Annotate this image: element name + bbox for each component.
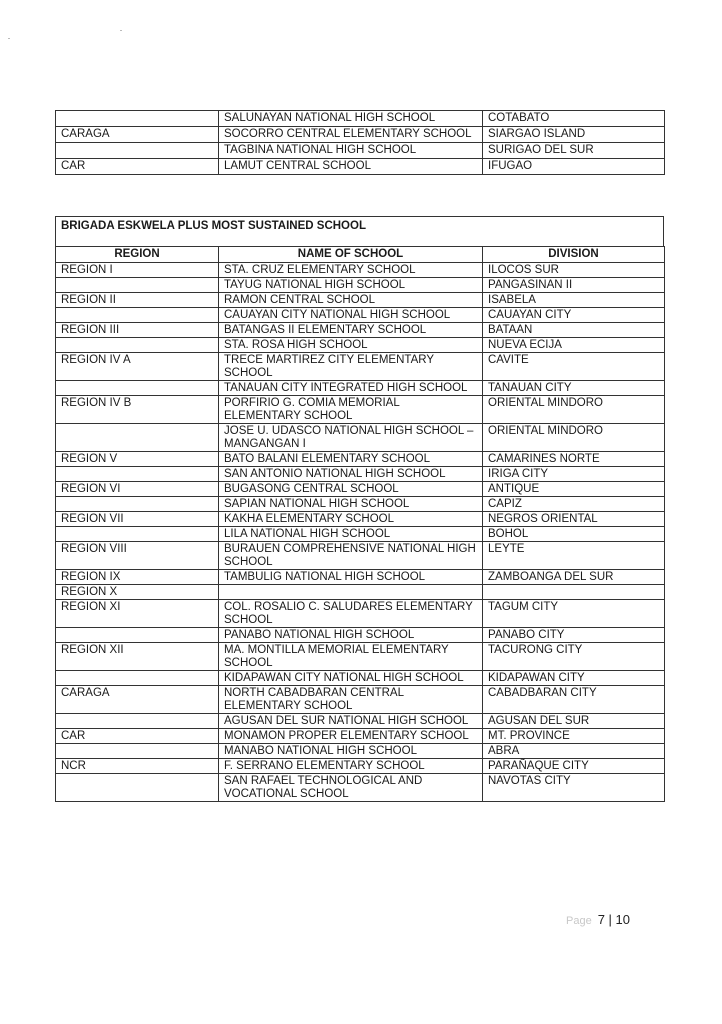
cell-region bbox=[56, 774, 219, 802]
cell-division: TANAUAN CITY bbox=[483, 381, 665, 396]
cell-school: JOSE U. UDASCO NATIONAL HIGH SCHOOL – MANGANGAN I bbox=[219, 424, 483, 452]
cell-region bbox=[56, 628, 219, 643]
cell-division: MT. PROVINCE bbox=[483, 729, 665, 744]
cell-school: STA. CRUZ ELEMENTARY SCHOOL bbox=[219, 263, 483, 278]
table-row bbox=[56, 714, 665, 729]
header-division: DIVISION bbox=[483, 247, 665, 263]
cell-region: REGION IV A bbox=[56, 353, 219, 381]
cell-school: NORTH CABADBARAN CENTRAL ELEMENTARY SCHOOL bbox=[219, 686, 483, 714]
cell-division: ZAMBOANGA DEL SUR bbox=[483, 570, 665, 585]
table-row bbox=[56, 467, 665, 482]
table-row bbox=[56, 671, 665, 686]
cell-region: REGION X bbox=[56, 585, 219, 600]
cell-region: REGION XII bbox=[56, 643, 219, 671]
cell-school: TAYUG NATIONAL HIGH SCHOOL bbox=[219, 278, 483, 293]
cell-division: LEYTE bbox=[483, 542, 665, 570]
cell-division: SIARGAO ISLAND bbox=[483, 127, 665, 143]
cell-region bbox=[56, 278, 219, 293]
cell-region: REGION IV B bbox=[56, 396, 219, 424]
cell-division: ORIENTAL MINDORO bbox=[483, 396, 665, 424]
cell-region bbox=[56, 714, 219, 729]
table-row bbox=[56, 628, 665, 643]
cell-region: REGION III bbox=[56, 323, 219, 338]
cell-division: TAGUM CITY bbox=[483, 600, 665, 628]
section-title: BRIGADA ESKWELA PLUS MOST SUSTAINED SCHOOL bbox=[55, 216, 664, 246]
cell-school: BATANGAS II ELEMENTARY SCHOOL bbox=[219, 323, 483, 338]
cell-region bbox=[56, 467, 219, 482]
cell-school: SAN ANTONIO NATIONAL HIGH SCHOOL bbox=[219, 467, 483, 482]
cell-school: STA. ROSA HIGH SCHOOL bbox=[219, 338, 483, 353]
cell-school: BATO BALANI ELEMENTARY SCHOOL bbox=[219, 452, 483, 467]
cell-school: TRECE MARTIREZ CITY ELEMENTARY SCHOOL bbox=[219, 353, 483, 381]
table-row bbox=[56, 424, 665, 452]
scan-speck bbox=[8, 38, 10, 39]
table-row bbox=[56, 744, 665, 759]
table-row bbox=[56, 353, 665, 381]
table-row bbox=[56, 159, 665, 175]
cell-school: TAMBULIG NATIONAL HIGH SCHOOL bbox=[219, 570, 483, 585]
cell-region: REGION IX bbox=[56, 570, 219, 585]
cell-division: IFUGAO bbox=[483, 159, 665, 175]
table-row bbox=[56, 527, 665, 542]
table-row bbox=[56, 293, 665, 308]
table-row bbox=[56, 452, 665, 467]
cell-school: KAKHA ELEMENTARY SCHOOL bbox=[219, 512, 483, 527]
cell-region: CARAGA bbox=[56, 686, 219, 714]
cell-school: LILA NATIONAL HIGH SCHOOL bbox=[219, 527, 483, 542]
table-row bbox=[56, 278, 665, 293]
cell-region: REGION VI bbox=[56, 482, 219, 497]
cell-division: ANTIQUE bbox=[483, 482, 665, 497]
cell-division: COTABATO bbox=[483, 111, 665, 127]
cell-region: CARAGA bbox=[56, 127, 219, 143]
cell-school: BUGASONG CENTRAL SCHOOL bbox=[219, 482, 483, 497]
cell-region: REGION XI bbox=[56, 600, 219, 628]
cell-division: NAVOTAS CITY bbox=[483, 774, 665, 802]
scan-speck bbox=[120, 30, 122, 31]
cell-division: CAVITE bbox=[483, 353, 665, 381]
cell-school: KIDAPAWAN CITY NATIONAL HIGH SCHOOL bbox=[219, 671, 483, 686]
cell-division: CAUAYAN CITY bbox=[483, 308, 665, 323]
cell-region: REGION V bbox=[56, 452, 219, 467]
table-row bbox=[56, 263, 665, 278]
cell-division: BOHOL bbox=[483, 527, 665, 542]
cell-division: CAMARINES NORTE bbox=[483, 452, 665, 467]
cell-division: SURIGAO DEL SUR bbox=[483, 143, 665, 159]
cell-school: SAN RAFAEL TECHNOLOGICAL AND VOCATIONAL SCHOOL bbox=[219, 774, 483, 802]
cell-division: NEGROS ORIENTAL bbox=[483, 512, 665, 527]
table-row bbox=[56, 338, 665, 353]
cell-region bbox=[56, 671, 219, 686]
page-number-value: 7 | 10 bbox=[597, 912, 630, 927]
continued-schools-table bbox=[55, 110, 665, 175]
page-number bbox=[566, 912, 630, 927]
cell-division: AGUSAN DEL SUR bbox=[483, 714, 665, 729]
header-school: NAME OF SCHOOL bbox=[219, 247, 483, 263]
table-header-row bbox=[56, 247, 665, 263]
cell-region: CAR bbox=[56, 159, 219, 175]
cell-region: CAR bbox=[56, 729, 219, 744]
cell-division: TACURONG CITY bbox=[483, 643, 665, 671]
table-row bbox=[56, 759, 665, 774]
table-row bbox=[56, 396, 665, 424]
cell-school: SALUNAYAN NATIONAL HIGH SCHOOL bbox=[219, 111, 483, 127]
cell-region bbox=[56, 424, 219, 452]
cell-school: COL. ROSALIO C. SALUDARES ELEMENTARY SCHOOL bbox=[219, 600, 483, 628]
cell-region bbox=[56, 744, 219, 759]
cell-school: MA. MONTILLA MEMORIAL ELEMENTARY SCHOOL bbox=[219, 643, 483, 671]
cell-school: TAGBINA NATIONAL HIGH SCHOOL bbox=[219, 143, 483, 159]
cell-region bbox=[56, 338, 219, 353]
cell-school: SAPIAN NATIONAL HIGH SCHOOL bbox=[219, 497, 483, 512]
cell-division: PANGASINAN II bbox=[483, 278, 665, 293]
cell-school: F. SERRANO ELEMENTARY SCHOOL bbox=[219, 759, 483, 774]
cell-division bbox=[483, 585, 665, 600]
cell-school: SOCORRO CENTRAL ELEMENTARY SCHOOL bbox=[219, 127, 483, 143]
cell-division: BATAAN bbox=[483, 323, 665, 338]
cell-region: REGION VIII bbox=[56, 542, 219, 570]
cell-school bbox=[219, 585, 483, 600]
cell-school: AGUSAN DEL SUR NATIONAL HIGH SCHOOL bbox=[219, 714, 483, 729]
cell-region: REGION I bbox=[56, 263, 219, 278]
cell-division: ISABELA bbox=[483, 293, 665, 308]
table-row bbox=[56, 381, 665, 396]
table-row bbox=[56, 729, 665, 744]
continued-schools-table-body bbox=[56, 111, 665, 175]
cell-school: PANABO NATIONAL HIGH SCHOOL bbox=[219, 628, 483, 643]
table-row bbox=[56, 127, 665, 143]
cell-region: REGION II bbox=[56, 293, 219, 308]
cell-region bbox=[56, 497, 219, 512]
cell-division: IRIGA CITY bbox=[483, 467, 665, 482]
cell-school: MONAMON PROPER ELEMENTARY SCHOOL bbox=[219, 729, 483, 744]
most-sustained-school-section bbox=[55, 216, 664, 802]
cell-school: BURAUEN COMPREHENSIVE NATIONAL HIGH SCHOOL bbox=[219, 542, 483, 570]
cell-school: TANAUAN CITY INTEGRATED HIGH SCHOOL bbox=[219, 381, 483, 396]
cell-division: CAPIZ bbox=[483, 497, 665, 512]
cell-region bbox=[56, 527, 219, 542]
table-row bbox=[56, 542, 665, 570]
cell-region bbox=[56, 381, 219, 396]
cell-division: PANABO CITY bbox=[483, 628, 665, 643]
cell-school: CAUAYAN CITY NATIONAL HIGH SCHOOL bbox=[219, 308, 483, 323]
table-row bbox=[56, 482, 665, 497]
cell-division: KIDAPAWAN CITY bbox=[483, 671, 665, 686]
cell-division: CABADBARAN CITY bbox=[483, 686, 665, 714]
cell-school: MANABO NATIONAL HIGH SCHOOL bbox=[219, 744, 483, 759]
table-row bbox=[56, 643, 665, 671]
cell-school: LAMUT CENTRAL SCHOOL bbox=[219, 159, 483, 175]
cell-division: ILOCOS SUR bbox=[483, 263, 665, 278]
table-row bbox=[56, 774, 665, 802]
table-row bbox=[56, 497, 665, 512]
table-row bbox=[56, 323, 665, 338]
header-region: REGION bbox=[56, 247, 219, 263]
table-row bbox=[56, 143, 665, 159]
table-row bbox=[56, 512, 665, 527]
cell-region: REGION VII bbox=[56, 512, 219, 527]
table-row bbox=[56, 600, 665, 628]
table-row bbox=[56, 111, 665, 127]
table-row bbox=[56, 686, 665, 714]
table-row bbox=[56, 308, 665, 323]
most-sustained-school-table-body bbox=[56, 263, 665, 802]
cell-region bbox=[56, 111, 219, 127]
cell-division: NUEVA ECIJA bbox=[483, 338, 665, 353]
cell-region bbox=[56, 143, 219, 159]
cell-division: ORIENTAL MINDORO bbox=[483, 424, 665, 452]
cell-region bbox=[56, 308, 219, 323]
cell-school: PORFIRIO G. COMIA MEMORIAL ELEMENTARY SCHOOL bbox=[219, 396, 483, 424]
page-word: Page bbox=[566, 915, 592, 927]
table-row bbox=[56, 585, 665, 600]
cell-division: PARAÑAQUE CITY bbox=[483, 759, 665, 774]
most-sustained-school-table bbox=[55, 246, 665, 802]
cell-division: ABRA bbox=[483, 744, 665, 759]
cell-region: NCR bbox=[56, 759, 219, 774]
cell-school: RAMON CENTRAL SCHOOL bbox=[219, 293, 483, 308]
table-row bbox=[56, 570, 665, 585]
